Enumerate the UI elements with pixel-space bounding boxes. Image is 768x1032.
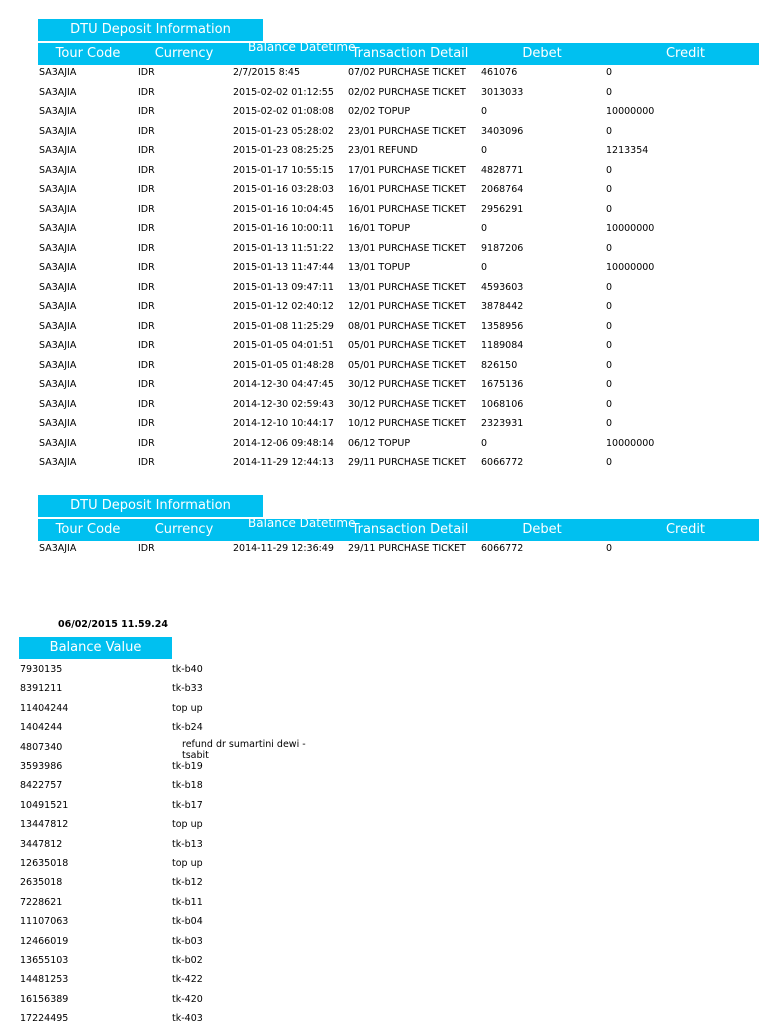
tour-code-cell: SA3AJIA: [39, 457, 77, 468]
currency-cell: IDR: [138, 164, 155, 176]
balance-value-cell: 3447812: [20, 838, 63, 850]
list-item: [20, 780, 320, 799]
currency-cell: IDR: [138, 223, 155, 234]
table-row: [38, 321, 759, 340]
debet-cell: 3878442: [481, 301, 524, 312]
debet-cell: 0: [481, 145, 488, 156]
table-row: [38, 360, 759, 379]
credit-cell: 0: [606, 359, 613, 371]
header-transaction-detail: Transaction Detail: [351, 522, 469, 537]
debet-cell: 0: [481, 262, 488, 273]
balance-note-cell: tk-b24: [172, 722, 203, 734]
balance-datetime-cell: 2014-11-29 12:36:49: [233, 543, 334, 554]
list-item: [20, 738, 320, 761]
balance-value-cell: 13655103: [20, 955, 69, 966]
tour-code-cell: SA3AJIA: [39, 281, 77, 293]
balance-datetime-cell: 2015-01-23 05:28:02: [233, 125, 334, 137]
credit-cell: 0: [606, 281, 613, 293]
credit-cell: 0: [606, 320, 613, 332]
tour-code-cell: SA3AJIA: [39, 67, 77, 78]
transaction-detail-cell: 16/01 PURCHASE TICKET: [348, 203, 466, 215]
transaction-detail-cell: 16/01 PURCHASE TICKET: [348, 184, 466, 195]
currency-cell: IDR: [138, 86, 155, 98]
balance-datetime-cell: 2015-01-13 11:51:22: [233, 242, 334, 254]
header-credit: Credit: [665, 46, 706, 61]
list-item: [20, 819, 320, 838]
balance-value-cell: 11107063: [20, 916, 69, 928]
debet-cell: 826150: [481, 359, 518, 371]
balance-note-cell: tk-b03: [172, 935, 203, 947]
table-row: [38, 438, 759, 457]
balance-note-cell: tk-403: [172, 1013, 203, 1025]
tour-code-cell: SA3AJIA: [39, 164, 77, 176]
list-item: [20, 916, 320, 935]
currency-cell: IDR: [138, 184, 155, 195]
currency-cell: IDR: [138, 457, 155, 468]
balance-value-cell: 8391211: [20, 683, 63, 695]
header-tour-code: Tour Code: [55, 522, 121, 537]
tour-code-cell: SA3AJIA: [39, 437, 77, 449]
debet-cell: 3403096: [481, 125, 524, 137]
currency-cell: IDR: [138, 418, 155, 429]
tour-code-cell: SA3AJIA: [39, 106, 77, 117]
table-row: [38, 243, 759, 262]
balance-value-cell: 14481253: [20, 974, 69, 986]
credit-cell: 0: [606, 86, 613, 98]
balance-note-cell: tk-b11: [172, 896, 203, 908]
table-row: [38, 418, 759, 437]
tour-code-cell: SA3AJIA: [39, 398, 77, 410]
list-item: [20, 955, 320, 974]
transaction-detail-cell: 29/11 PURCHASE TICKET: [348, 457, 466, 468]
balance-datetime-cell: 2014-12-06 09:48:14: [233, 437, 334, 449]
currency-cell: IDR: [138, 398, 155, 410]
header-currency: Currency: [154, 522, 214, 537]
balance-note-cell: tk-b17: [172, 799, 203, 811]
balance-datetime-cell: 2015-01-17 10:55:15: [233, 164, 334, 176]
transaction-detail-cell: 13/01 PURCHASE TICKET: [348, 242, 466, 254]
list-item: [20, 683, 320, 702]
credit-cell: 0: [606, 67, 613, 78]
list-item: [20, 664, 320, 683]
credit-cell: 0: [606, 242, 613, 254]
currency-cell: IDR: [138, 437, 155, 449]
debet-cell: 9187206: [481, 242, 524, 254]
balance-datetime-cell: 2/7/2015 8:45: [233, 67, 301, 78]
balance-datetime-cell: 2015-01-12 02:40:12: [233, 301, 334, 312]
tour-code-cell: SA3AJIA: [39, 262, 77, 273]
debet-cell: 2956291: [481, 203, 524, 215]
tour-code-cell: SA3AJIA: [39, 145, 77, 156]
tour-code-cell: SA3AJIA: [39, 184, 77, 195]
tour-code-cell: SA3AJIA: [39, 359, 77, 371]
list-item: [20, 761, 320, 780]
list-item: [20, 800, 320, 819]
transaction-detail-cell: 23/01 REFUND: [348, 145, 418, 156]
currency-cell: IDR: [138, 67, 155, 78]
table-row: [38, 87, 759, 106]
transaction-detail-cell: 30/12 PURCHASE TICKET: [348, 379, 466, 390]
table-row: [38, 340, 759, 359]
tour-code-cell: SA3AJIA: [39, 86, 77, 98]
transaction-detail-cell: 05/01 PURCHASE TICKET: [348, 340, 466, 351]
header-credit: Credit: [665, 522, 706, 537]
section1-title: DTU Deposit Information: [38, 19, 263, 41]
currency-cell: IDR: [138, 203, 155, 215]
transaction-detail-cell: 07/02 PURCHASE TICKET: [348, 67, 466, 78]
header-tour-code: Tour Code: [55, 46, 121, 61]
balance-note-cell: top up: [172, 858, 203, 869]
credit-cell: 0: [606, 543, 613, 554]
tour-code-cell: SA3AJIA: [39, 223, 77, 234]
tour-code-cell: SA3AJIA: [39, 320, 77, 332]
balance-value-cell: 4807340: [20, 741, 63, 753]
balance-datetime-cell: 2015-01-16 10:00:11: [233, 223, 334, 234]
balance-value-cell: 8422757: [20, 780, 63, 792]
header-debet: Debet: [522, 522, 562, 537]
balance-note-cell: tk-b13: [172, 838, 203, 850]
balance-value-cell: 12635018: [20, 858, 69, 869]
balance-note-cell: tk-b18: [172, 780, 203, 792]
currency-cell: IDR: [138, 320, 155, 332]
balance-datetime-cell: 2014-12-30 04:47:45: [233, 379, 334, 390]
balance-note-cell: top up: [172, 819, 203, 831]
debet-cell: 2068764: [481, 184, 524, 195]
credit-cell: 0: [606, 340, 613, 351]
table-row: [38, 301, 759, 320]
table-row: [38, 106, 759, 125]
list-item: [20, 994, 320, 1013]
tour-code-cell: SA3AJIA: [39, 379, 77, 390]
tour-code-cell: SA3AJIA: [39, 125, 77, 137]
debet-cell: 6066772: [481, 457, 524, 468]
balance-value-cell: 7930135: [20, 664, 63, 675]
header-currency: Currency: [154, 46, 214, 61]
currency-cell: IDR: [138, 262, 155, 273]
tour-code-cell: SA3AJIA: [39, 242, 77, 254]
report-timestamp: 06/02/2015 11.59.24: [58, 619, 169, 630]
table-row: [38, 145, 759, 164]
table-row: [38, 126, 759, 145]
balance-datetime-cell: 2015-01-13 09:47:11: [233, 281, 334, 293]
tour-code-cell: SA3AJIA: [39, 203, 77, 215]
transaction-detail-cell: 02/02 PURCHASE TICKET: [348, 86, 466, 98]
balance-datetime-cell: 2015-02-02 01:08:08: [233, 106, 334, 117]
table-row: [38, 223, 759, 242]
balance-datetime-cell: 2014-12-30 02:59:43: [233, 398, 334, 410]
credit-cell: 0: [606, 457, 613, 468]
credit-cell: 10000000: [606, 262, 655, 273]
credit-cell: 0: [606, 203, 613, 215]
transaction-detail-cell: 08/01 PURCHASE TICKET: [348, 320, 466, 332]
debet-cell: 1189084: [481, 340, 524, 351]
currency-cell: IDR: [138, 543, 155, 554]
transaction-detail-cell: 29/11 PURCHASE TICKET: [348, 543, 466, 554]
balance-note-cell: tk-420: [172, 993, 203, 1005]
list-item: [20, 897, 320, 916]
currency-cell: IDR: [138, 379, 155, 390]
table-row: [38, 399, 759, 418]
balance-note-cell: top up: [172, 702, 203, 714]
debet-cell: 6066772: [481, 543, 524, 554]
balance-note-cell: tk-b02: [172, 955, 203, 966]
table-row: [38, 379, 759, 398]
table-row: [38, 165, 759, 184]
credit-cell: 1213354: [606, 145, 649, 156]
tour-code-cell: SA3AJIA: [39, 543, 77, 554]
currency-cell: IDR: [138, 340, 155, 351]
transaction-detail-cell: 06/12 TOPUP: [348, 437, 411, 449]
table-row: [38, 184, 759, 203]
list-item: [20, 936, 320, 955]
credit-cell: 10000000: [606, 437, 655, 449]
table-row: [38, 282, 759, 301]
debet-cell: 3013033: [481, 86, 524, 98]
balance-note-cell: tk-b40: [172, 664, 203, 675]
debet-cell: 1068106: [481, 398, 524, 410]
transaction-detail-cell: 02/02 TOPUP: [348, 106, 411, 117]
section2-header: [38, 516, 759, 541]
debet-cell: 2323931: [481, 418, 524, 429]
balance-note-cell: refund dr sumartini dewi - tsabit: [182, 738, 306, 761]
balance-datetime-cell: 2015-01-13 11:47:44: [233, 262, 334, 273]
currency-cell: IDR: [138, 106, 155, 117]
list-item: [20, 839, 320, 858]
tour-code-cell: SA3AJIA: [39, 340, 77, 351]
transaction-detail-cell: 13/01 PURCHASE TICKET: [348, 281, 466, 293]
credit-cell: 0: [606, 164, 613, 176]
balance-note-cell: tk-422: [172, 974, 203, 986]
debet-cell: 461076: [481, 67, 518, 78]
credit-cell: 0: [606, 184, 613, 195]
balance-value-cell: 1404244: [20, 722, 63, 734]
currency-cell: IDR: [138, 301, 155, 312]
balance-datetime-cell: 2014-11-29 12:44:13: [233, 457, 334, 468]
credit-cell: 0: [606, 418, 613, 429]
balance-note-cell: tk-b33: [172, 683, 203, 695]
transaction-detail-cell: 23/01 PURCHASE TICKET: [348, 125, 466, 137]
balance-note-cell: tk-b19: [172, 761, 203, 772]
section2-title: DTU Deposit Information: [38, 495, 263, 517]
balance-datetime-cell: 2015-02-02 01:12:55: [233, 86, 334, 98]
transaction-detail-cell: 30/12 PURCHASE TICKET: [348, 398, 466, 410]
list-item: [20, 703, 320, 722]
transaction-detail-cell: 16/01 TOPUP: [348, 223, 411, 234]
transaction-detail-cell: 13/01 TOPUP: [348, 262, 411, 273]
balance-datetime-cell: 2015-01-08 11:25:29: [233, 320, 334, 332]
table-row: [38, 543, 759, 562]
balance-datetime-cell: 2015-01-05 01:48:28: [233, 359, 334, 371]
header-transaction-detail: Transaction Detail: [351, 46, 469, 61]
list-item: [20, 858, 320, 877]
table-row: [38, 204, 759, 223]
balance-datetime-cell: 2015-01-23 08:25:25: [233, 145, 334, 156]
balance-value-cell: 17224495: [20, 1013, 69, 1025]
transaction-detail-cell: 17/01 PURCHASE TICKET: [348, 164, 466, 176]
header-balance-datetime: Balance Datetime: [248, 40, 356, 54]
credit-cell: 0: [606, 379, 613, 390]
currency-cell: IDR: [138, 281, 155, 293]
tour-code-cell: SA3AJIA: [39, 301, 77, 312]
list-item: [20, 974, 320, 993]
balance-datetime-cell: 2015-01-16 03:28:03: [233, 184, 334, 195]
transaction-detail-cell: 12/01 PURCHASE TICKET: [348, 301, 466, 312]
credit-cell: 10000000: [606, 106, 655, 117]
debet-cell: 1675136: [481, 379, 524, 390]
header-balance-datetime: Balance Datetime: [248, 516, 356, 530]
balance-value-cell: 16156389: [20, 993, 69, 1005]
balance-datetime-cell: 2015-01-16 10:04:45: [233, 203, 334, 215]
balance-value-cell: 11404244: [20, 702, 69, 714]
debet-cell: 0: [481, 223, 488, 234]
header-debet: Debet: [522, 46, 562, 61]
table-row: [38, 262, 759, 281]
debet-cell: 4828771: [481, 164, 524, 176]
debet-cell: 0: [481, 437, 488, 449]
currency-cell: IDR: [138, 359, 155, 371]
balance-value-cell: 12466019: [20, 935, 69, 947]
currency-cell: IDR: [138, 242, 155, 254]
balance-title: Balance Value: [19, 637, 172, 659]
section1-header: [38, 40, 759, 65]
currency-cell: IDR: [138, 145, 155, 156]
balance-datetime-cell: 2014-12-10 10:44:17: [233, 418, 334, 429]
balance-value-cell: 7228621: [20, 896, 63, 908]
balance-datetime-cell: 2015-01-05 04:01:51: [233, 340, 334, 351]
table-row: [38, 457, 759, 476]
credit-cell: 0: [606, 301, 613, 312]
balance-value-cell: 13447812: [20, 819, 69, 831]
transaction-detail-cell: 05/01 PURCHASE TICKET: [348, 359, 466, 371]
debet-cell: 0: [481, 106, 488, 117]
balance-note-cell: tk-b12: [172, 877, 203, 889]
balance-note-cell: tk-b04: [172, 916, 203, 928]
debet-cell: 1358956: [481, 320, 524, 332]
table-row: [38, 67, 759, 86]
debet-cell: 4593603: [481, 281, 524, 293]
credit-cell: 10000000: [606, 223, 655, 234]
tour-code-cell: SA3AJIA: [39, 418, 77, 429]
list-item: [20, 877, 320, 896]
balance-value-cell: 2635018: [20, 877, 63, 889]
balance-value-cell: 10491521: [20, 799, 69, 811]
list-item: [20, 1013, 320, 1032]
credit-cell: 0: [606, 398, 613, 410]
currency-cell: IDR: [138, 125, 155, 137]
transaction-detail-cell: 10/12 PURCHASE TICKET: [348, 418, 466, 429]
credit-cell: 0: [606, 125, 613, 137]
balance-value-cell: 3593986: [20, 761, 63, 772]
